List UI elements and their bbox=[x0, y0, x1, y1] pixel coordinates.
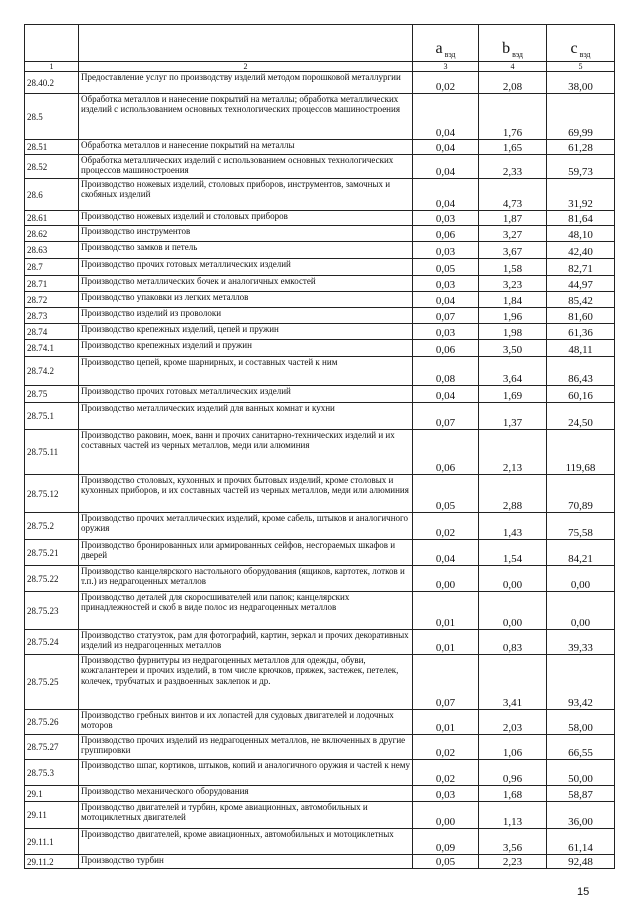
row-b-value: 1,68 bbox=[479, 786, 547, 802]
row-name: Производство крепежных изделий, цепей и пружин bbox=[79, 324, 413, 340]
row-code: 28.74 bbox=[25, 324, 79, 340]
row-code: 28.51 bbox=[25, 140, 79, 155]
row-name: Производство цепей, кроме шарнирных, и составных частей к ним bbox=[79, 357, 413, 386]
row-c-value: 82,71 bbox=[547, 259, 615, 276]
row-c-value: 60,16 bbox=[547, 386, 615, 403]
row-code: 28.40.2 bbox=[25, 72, 79, 94]
table-row bbox=[25, 226, 615, 242]
row-code: 28.75.1 bbox=[25, 403, 79, 430]
row-name: Предоставление услуг по производству изделий методом порошковой металлургии bbox=[79, 72, 413, 94]
row-b-value: 0,00 bbox=[479, 566, 547, 592]
row-name: Обработка металлов и нанесение покрытий на металлы; обработка металлических изделий с использованием основных технологических процессов машиностроения bbox=[79, 94, 413, 140]
row-code: 28.75.23 bbox=[25, 592, 79, 630]
row-a-value: 0,05 bbox=[413, 855, 479, 869]
row-b-value: 1,58 bbox=[479, 259, 547, 276]
row-a-value: 0,04 bbox=[413, 140, 479, 155]
row-name: Производство металлических бочек и аналогичных емкостей bbox=[79, 276, 413, 292]
row-c-value: 31,92 bbox=[547, 179, 615, 211]
row-b-value: 3,41 bbox=[479, 655, 547, 710]
row-b-value: 1,13 bbox=[479, 802, 547, 829]
row-code: 29.11.2 bbox=[25, 855, 79, 869]
row-c-value: 75,58 bbox=[547, 513, 615, 540]
row-a-value: 0,04 bbox=[413, 386, 479, 403]
column-number: 2 bbox=[79, 62, 413, 72]
row-b-value: 2,03 bbox=[479, 710, 547, 735]
row-a-value: 0,07 bbox=[413, 308, 479, 324]
row-c-value: 119,68 bbox=[547, 430, 615, 475]
row-a-value: 0,04 bbox=[413, 155, 479, 179]
table-row bbox=[25, 324, 615, 340]
table-row bbox=[25, 655, 615, 710]
table-row bbox=[25, 386, 615, 403]
row-a-value: 0,07 bbox=[413, 403, 479, 430]
header-name bbox=[79, 25, 413, 62]
row-name: Производство раковин, моек, ванн и прочих санитарно-технических изделий и их составных частей из черных металлов, меди или алюминия bbox=[79, 430, 413, 475]
row-b-value: 3,23 bbox=[479, 276, 547, 292]
row-b-value: 2,23 bbox=[479, 855, 547, 869]
row-c-value: 61,36 bbox=[547, 324, 615, 340]
row-b-value: 1,37 bbox=[479, 403, 547, 430]
row-b-value: 1,69 bbox=[479, 386, 547, 403]
row-a-value: 0,08 bbox=[413, 357, 479, 386]
column-number: 4 bbox=[479, 62, 547, 72]
table-row bbox=[25, 179, 615, 211]
row-a-value: 0,03 bbox=[413, 324, 479, 340]
table-row bbox=[25, 475, 615, 513]
row-b-value: 0,00 bbox=[479, 592, 547, 630]
header-a-sub: вэд bbox=[444, 50, 456, 59]
row-code: 28.75.26 bbox=[25, 710, 79, 735]
row-c-value: 0,00 bbox=[547, 566, 615, 592]
row-b-value: 4,73 bbox=[479, 179, 547, 211]
row-name: Производство канцелярского настольного оборудования (ящиков, картотек, лотков и т.п.) из недрагоценных металлов bbox=[79, 566, 413, 592]
row-c-value: 84,21 bbox=[547, 540, 615, 566]
table-row bbox=[25, 155, 615, 179]
row-c-value: 50,00 bbox=[547, 760, 615, 786]
row-a-value: 0,03 bbox=[413, 211, 479, 226]
row-b-value: 1,43 bbox=[479, 513, 547, 540]
row-b-value: 1,54 bbox=[479, 540, 547, 566]
row-name: Производство ножевых изделий и столовых приборов bbox=[79, 211, 413, 226]
header-code bbox=[25, 25, 79, 62]
row-code: 28.73 bbox=[25, 308, 79, 324]
row-name: Производство турбин bbox=[79, 855, 413, 869]
row-name: Производство прочих готовых металлических изделий bbox=[79, 386, 413, 403]
row-a-value: 0,06 bbox=[413, 430, 479, 475]
row-a-value: 0,05 bbox=[413, 259, 479, 276]
row-a-value: 0,02 bbox=[413, 735, 479, 760]
column-number: 1 bbox=[25, 62, 79, 72]
header-b-sub: вэд bbox=[512, 50, 523, 59]
table-row bbox=[25, 292, 615, 308]
row-name: Производство изделий из проволоки bbox=[79, 308, 413, 324]
row-code: 29.11 bbox=[25, 802, 79, 829]
row-name: Производство прочих изделий из недрагоценных металлов, не включенных в другие группировки bbox=[79, 735, 413, 760]
table-row bbox=[25, 710, 615, 735]
row-name: Производство столовых, кухонных и прочих бытовых изделий, кроме столовых и кухонных приборов, и их составных частей из черных металлов, меди или алюминия bbox=[79, 475, 413, 513]
row-b-value: 1,84 bbox=[479, 292, 547, 308]
row-c-value: 39,33 bbox=[547, 630, 615, 655]
row-code: 28.71 bbox=[25, 276, 79, 292]
row-c-value: 61,28 bbox=[547, 140, 615, 155]
row-c-value: 81,64 bbox=[547, 211, 615, 226]
table-row bbox=[25, 140, 615, 155]
row-code: 28.74.2 bbox=[25, 357, 79, 386]
row-b-value: 2,13 bbox=[479, 430, 547, 475]
row-c-value: 61,14 bbox=[547, 829, 615, 855]
row-a-value: 0,04 bbox=[413, 292, 479, 308]
table-row bbox=[25, 72, 615, 94]
row-code: 28.75 bbox=[25, 386, 79, 403]
row-name: Производство гребных винтов и их лопастей для судовых двигателей и лодочных моторов bbox=[79, 710, 413, 735]
row-c-value: 48,11 bbox=[547, 340, 615, 357]
row-name: Производство деталей для скоросшивателей или папок; канцелярских принадлежностей и скоб в виде полос из недрагоценных металлов bbox=[79, 592, 413, 630]
row-name: Производство прочих готовых металлических изделий bbox=[79, 259, 413, 276]
table-row bbox=[25, 592, 615, 630]
row-b-value: 1,65 bbox=[479, 140, 547, 155]
row-a-value: 0,01 bbox=[413, 592, 479, 630]
header-c bbox=[547, 25, 615, 62]
table-row bbox=[25, 566, 615, 592]
table-row bbox=[25, 211, 615, 226]
table-row bbox=[25, 308, 615, 324]
row-b-value: 0,83 bbox=[479, 630, 547, 655]
table-row bbox=[25, 94, 615, 140]
table-row bbox=[25, 513, 615, 540]
header-a bbox=[413, 25, 479, 62]
row-name: Производство замков и петель bbox=[79, 242, 413, 259]
table-row bbox=[25, 430, 615, 475]
row-code: 28.75.12 bbox=[25, 475, 79, 513]
row-c-value: 0,00 bbox=[547, 592, 615, 630]
header-c-sub: вэд bbox=[579, 50, 591, 59]
coefficients-table bbox=[24, 24, 615, 869]
row-name: Обработка металлов и нанесение покрытий на металлы bbox=[79, 140, 413, 155]
row-a-value: 0,02 bbox=[413, 760, 479, 786]
row-a-value: 0,00 bbox=[413, 566, 479, 592]
row-name: Производство прочих металлических изделий, кроме сабель, штыков и аналогичного оружия bbox=[79, 513, 413, 540]
table-row bbox=[25, 760, 615, 786]
row-c-value: 24,50 bbox=[547, 403, 615, 430]
table-row bbox=[25, 735, 615, 760]
header-c-main: c bbox=[570, 39, 578, 57]
row-name: Производство ножевых изделий, столовых приборов, инструментов, замочных и скобяных изделий bbox=[79, 179, 413, 211]
row-b-value: 0,96 bbox=[479, 760, 547, 786]
row-b-value: 1,06 bbox=[479, 735, 547, 760]
row-code: 28.75.25 bbox=[25, 655, 79, 710]
table-row bbox=[25, 403, 615, 430]
row-a-value: 0,04 bbox=[413, 179, 479, 211]
row-b-value: 3,27 bbox=[479, 226, 547, 242]
row-code: 28.7 bbox=[25, 259, 79, 276]
row-code: 29.1 bbox=[25, 786, 79, 802]
row-b-value: 1,98 bbox=[479, 324, 547, 340]
table-row bbox=[25, 855, 615, 869]
row-c-value: 69,99 bbox=[547, 94, 615, 140]
table-row bbox=[25, 630, 615, 655]
row-a-value: 0,01 bbox=[413, 710, 479, 735]
row-a-value: 0,03 bbox=[413, 242, 479, 259]
header-row bbox=[25, 25, 615, 62]
row-name: Производство бронированных или армированных сейфов, несгораемых шкафов и дверей bbox=[79, 540, 413, 566]
table-row bbox=[25, 340, 615, 357]
row-b-value: 3,64 bbox=[479, 357, 547, 386]
row-c-value: 86,43 bbox=[547, 357, 615, 386]
row-c-value: 93,42 bbox=[547, 655, 615, 710]
row-b-value: 1,76 bbox=[479, 94, 547, 140]
row-b-value: 3,56 bbox=[479, 829, 547, 855]
row-a-value: 0,06 bbox=[413, 226, 479, 242]
row-c-value: 81,60 bbox=[547, 308, 615, 324]
row-a-value: 0,03 bbox=[413, 276, 479, 292]
row-c-value: 92,48 bbox=[547, 855, 615, 869]
row-code: 28.72 bbox=[25, 292, 79, 308]
row-code: 28.75.3 bbox=[25, 760, 79, 786]
row-code: 28.63 bbox=[25, 242, 79, 259]
column-number: 5 bbox=[547, 62, 615, 72]
header-a-main: a bbox=[435, 39, 443, 57]
header-b-main: b bbox=[502, 39, 511, 57]
row-b-value: 3,50 bbox=[479, 340, 547, 357]
row-code: 29.11.1 bbox=[25, 829, 79, 855]
row-b-value: 3,67 bbox=[479, 242, 547, 259]
column-number: 3 bbox=[413, 62, 479, 72]
table-row bbox=[25, 357, 615, 386]
row-a-value: 0,06 bbox=[413, 340, 479, 357]
row-code: 28.74.1 bbox=[25, 340, 79, 357]
row-code: 28.75.24 bbox=[25, 630, 79, 655]
row-c-value: 36,00 bbox=[547, 802, 615, 829]
row-name: Обработка металлических изделий с использованием основных технологических процессов машиностроения bbox=[79, 155, 413, 179]
table-body bbox=[25, 72, 615, 869]
row-b-value: 2,33 bbox=[479, 155, 547, 179]
table-row bbox=[25, 802, 615, 829]
row-name: Производство механического оборудования bbox=[79, 786, 413, 802]
row-c-value: 44,97 bbox=[547, 276, 615, 292]
row-c-value: 59,73 bbox=[547, 155, 615, 179]
row-c-value: 70,89 bbox=[547, 475, 615, 513]
table-row bbox=[25, 786, 615, 802]
row-name: Производство инструментов bbox=[79, 226, 413, 242]
row-code: 28.75.21 bbox=[25, 540, 79, 566]
row-b-value: 1,87 bbox=[479, 211, 547, 226]
row-b-value: 1,96 bbox=[479, 308, 547, 324]
row-a-value: 0,09 bbox=[413, 829, 479, 855]
row-c-value: 38,00 bbox=[547, 72, 615, 94]
page-number: 15 bbox=[577, 886, 590, 898]
row-a-value: 0,01 bbox=[413, 630, 479, 655]
row-code: 28.75.22 bbox=[25, 566, 79, 592]
row-name: Производство двигателей и турбин, кроме авиационных, автомобильных и мотоциклетных двигателей bbox=[79, 802, 413, 829]
row-a-value: 0,04 bbox=[413, 94, 479, 140]
row-c-value: 66,55 bbox=[547, 735, 615, 760]
header-b bbox=[479, 25, 547, 62]
row-a-value: 0,02 bbox=[413, 72, 479, 94]
row-code: 28.61 bbox=[25, 211, 79, 226]
row-a-value: 0,00 bbox=[413, 802, 479, 829]
row-code: 28.6 bbox=[25, 179, 79, 211]
row-b-value: 2,88 bbox=[479, 475, 547, 513]
row-name: Производство металлических изделий для ванных комнат и кухни bbox=[79, 403, 413, 430]
row-name: Производство упаковки из легких металлов bbox=[79, 292, 413, 308]
row-code: 28.75.11 bbox=[25, 430, 79, 475]
row-code: 28.62 bbox=[25, 226, 79, 242]
table-row bbox=[25, 242, 615, 259]
row-code: 28.75.27 bbox=[25, 735, 79, 760]
row-c-value: 42,40 bbox=[547, 242, 615, 259]
row-name: Производство статуэток, рам для фотографий, картин, зеркал и прочих декоративных изделий из недрагоценных металлов bbox=[79, 630, 413, 655]
row-a-value: 0,02 bbox=[413, 513, 479, 540]
table-row bbox=[25, 829, 615, 855]
row-b-value: 2,08 bbox=[479, 72, 547, 94]
table-row bbox=[25, 259, 615, 276]
row-name: Производство шпаг, кортиков, штыков, копий и аналогичного оружия и частей к нему bbox=[79, 760, 413, 786]
table-row bbox=[25, 276, 615, 292]
row-name: Производство крепежных изделий и пружин bbox=[79, 340, 413, 357]
row-a-value: 0,04 bbox=[413, 540, 479, 566]
row-c-value: 58,00 bbox=[547, 710, 615, 735]
row-c-value: 48,10 bbox=[547, 226, 615, 242]
row-code: 28.52 bbox=[25, 155, 79, 179]
row-a-value: 0,05 bbox=[413, 475, 479, 513]
row-c-value: 58,87 bbox=[547, 786, 615, 802]
row-a-value: 0,07 bbox=[413, 655, 479, 710]
column-number-row bbox=[25, 62, 615, 72]
row-name: Производство фурнитуры из недрагоценных металлов для одежды, обуви, кожгалантереи и прочих изделий, в том числе крючков, пряжек, застежек, петелек, колечек, трубчатых и раздвоенных заклепок и др. bbox=[79, 655, 413, 710]
row-c-value: 85,42 bbox=[547, 292, 615, 308]
row-name: Производство двигателей, кроме авиационных, автомобильных и мотоциклетных bbox=[79, 829, 413, 855]
row-code: 28.5 bbox=[25, 94, 79, 140]
row-code: 28.75.2 bbox=[25, 513, 79, 540]
row-a-value: 0,03 bbox=[413, 786, 479, 802]
table-row bbox=[25, 540, 615, 566]
